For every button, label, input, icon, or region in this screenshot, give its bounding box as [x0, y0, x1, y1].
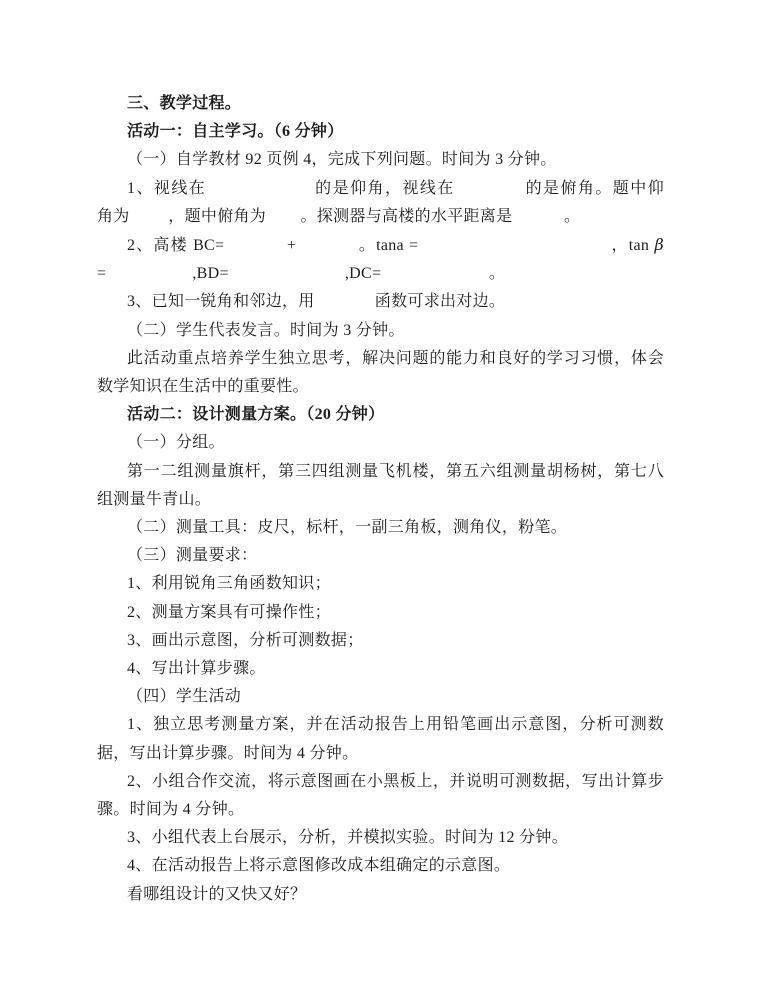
doc-line: （二）测量工具：皮尺，标杆，一副三角板，测角仪，粉笔。: [127, 519, 568, 537]
fill-blank-line-1: 1、视线在 的是仰角，视线在 的是俯角。题中仰: [127, 179, 664, 197]
fill-blank-line-2: [97, 231, 664, 260]
doc-line: 3、画出示意图，分析可测数据；: [127, 631, 364, 649]
doc-line: 4、在活动报告上将示意图修改成本组确定的示意图。: [127, 857, 511, 875]
doc-line: 此活动重点培养学生独立思考，解决问题的能力和良好的学习习惯，体会: [127, 349, 664, 367]
beta-symbol: β: [654, 235, 664, 255]
doc-line: 骤。时间为 4 分钟。: [97, 801, 245, 819]
doc-line: 据，写出计算步骤。时间为 4 分钟。: [97, 744, 359, 762]
doc-line: 组测量牛青山。: [97, 490, 212, 508]
doc-line: 4、写出计算步骤。: [127, 660, 266, 678]
fill-blank-line-2-text: 2、高楼 BC= + 。tana = ，tan: [127, 237, 655, 255]
fill-blank-line-1-cont: 角为 ，题中俯角为 。探测器与高楼的水平距离是 。: [97, 207, 581, 225]
doc-line: 2、测量方案具有可操作性；: [127, 603, 331, 621]
doc-line: 看哪组设计的又快又好？: [127, 885, 307, 903]
doc-line: 1、利用锐角三角函数知识；: [127, 575, 331, 593]
doc-line: （四）学生活动: [127, 688, 242, 706]
doc-line: （二）学生代表发言。时间为 3 分钟。: [127, 321, 405, 339]
activity-1-heading: 活动一：自主学习。（6 分钟）: [127, 123, 344, 141]
doc-line: 1、独立思考测量方案，并在活动报告上用铅笔画出示意图，分析可测数: [127, 716, 664, 734]
doc-line: 第一二组测量旗杆，第三四组测量飞机楼，第五六组测量胡杨树，第七八: [127, 462, 664, 480]
fill-blank-line-3: 3、已知一锐角和邻边，用 函数可求出对边。: [127, 293, 506, 311]
doc-line: （一）分组。: [127, 434, 225, 452]
fill-blank-line-2-cont: = ,BD= ,DC= 。: [97, 265, 506, 283]
doc-line: （三）测量要求：: [127, 547, 258, 565]
doc-line: 3、小组代表上台展示，分析，并模拟实验。时间为 12 分钟。: [127, 829, 569, 847]
section-heading-teaching-process: 三、教学过程。: [127, 95, 242, 112]
doc-line: （一）自学教材 92 页例 4，完成下列问题。时间为 3 分钟。: [127, 151, 557, 169]
doc-line: 2、小组合作交流，将示意图画在小黑板上，并说明可测数据，写出计算步: [127, 772, 664, 790]
doc-line: 数学知识在生活中的重要性。: [97, 378, 309, 396]
activity-2-heading: 活动二：设计测量方案。（20 分钟）: [127, 406, 385, 424]
